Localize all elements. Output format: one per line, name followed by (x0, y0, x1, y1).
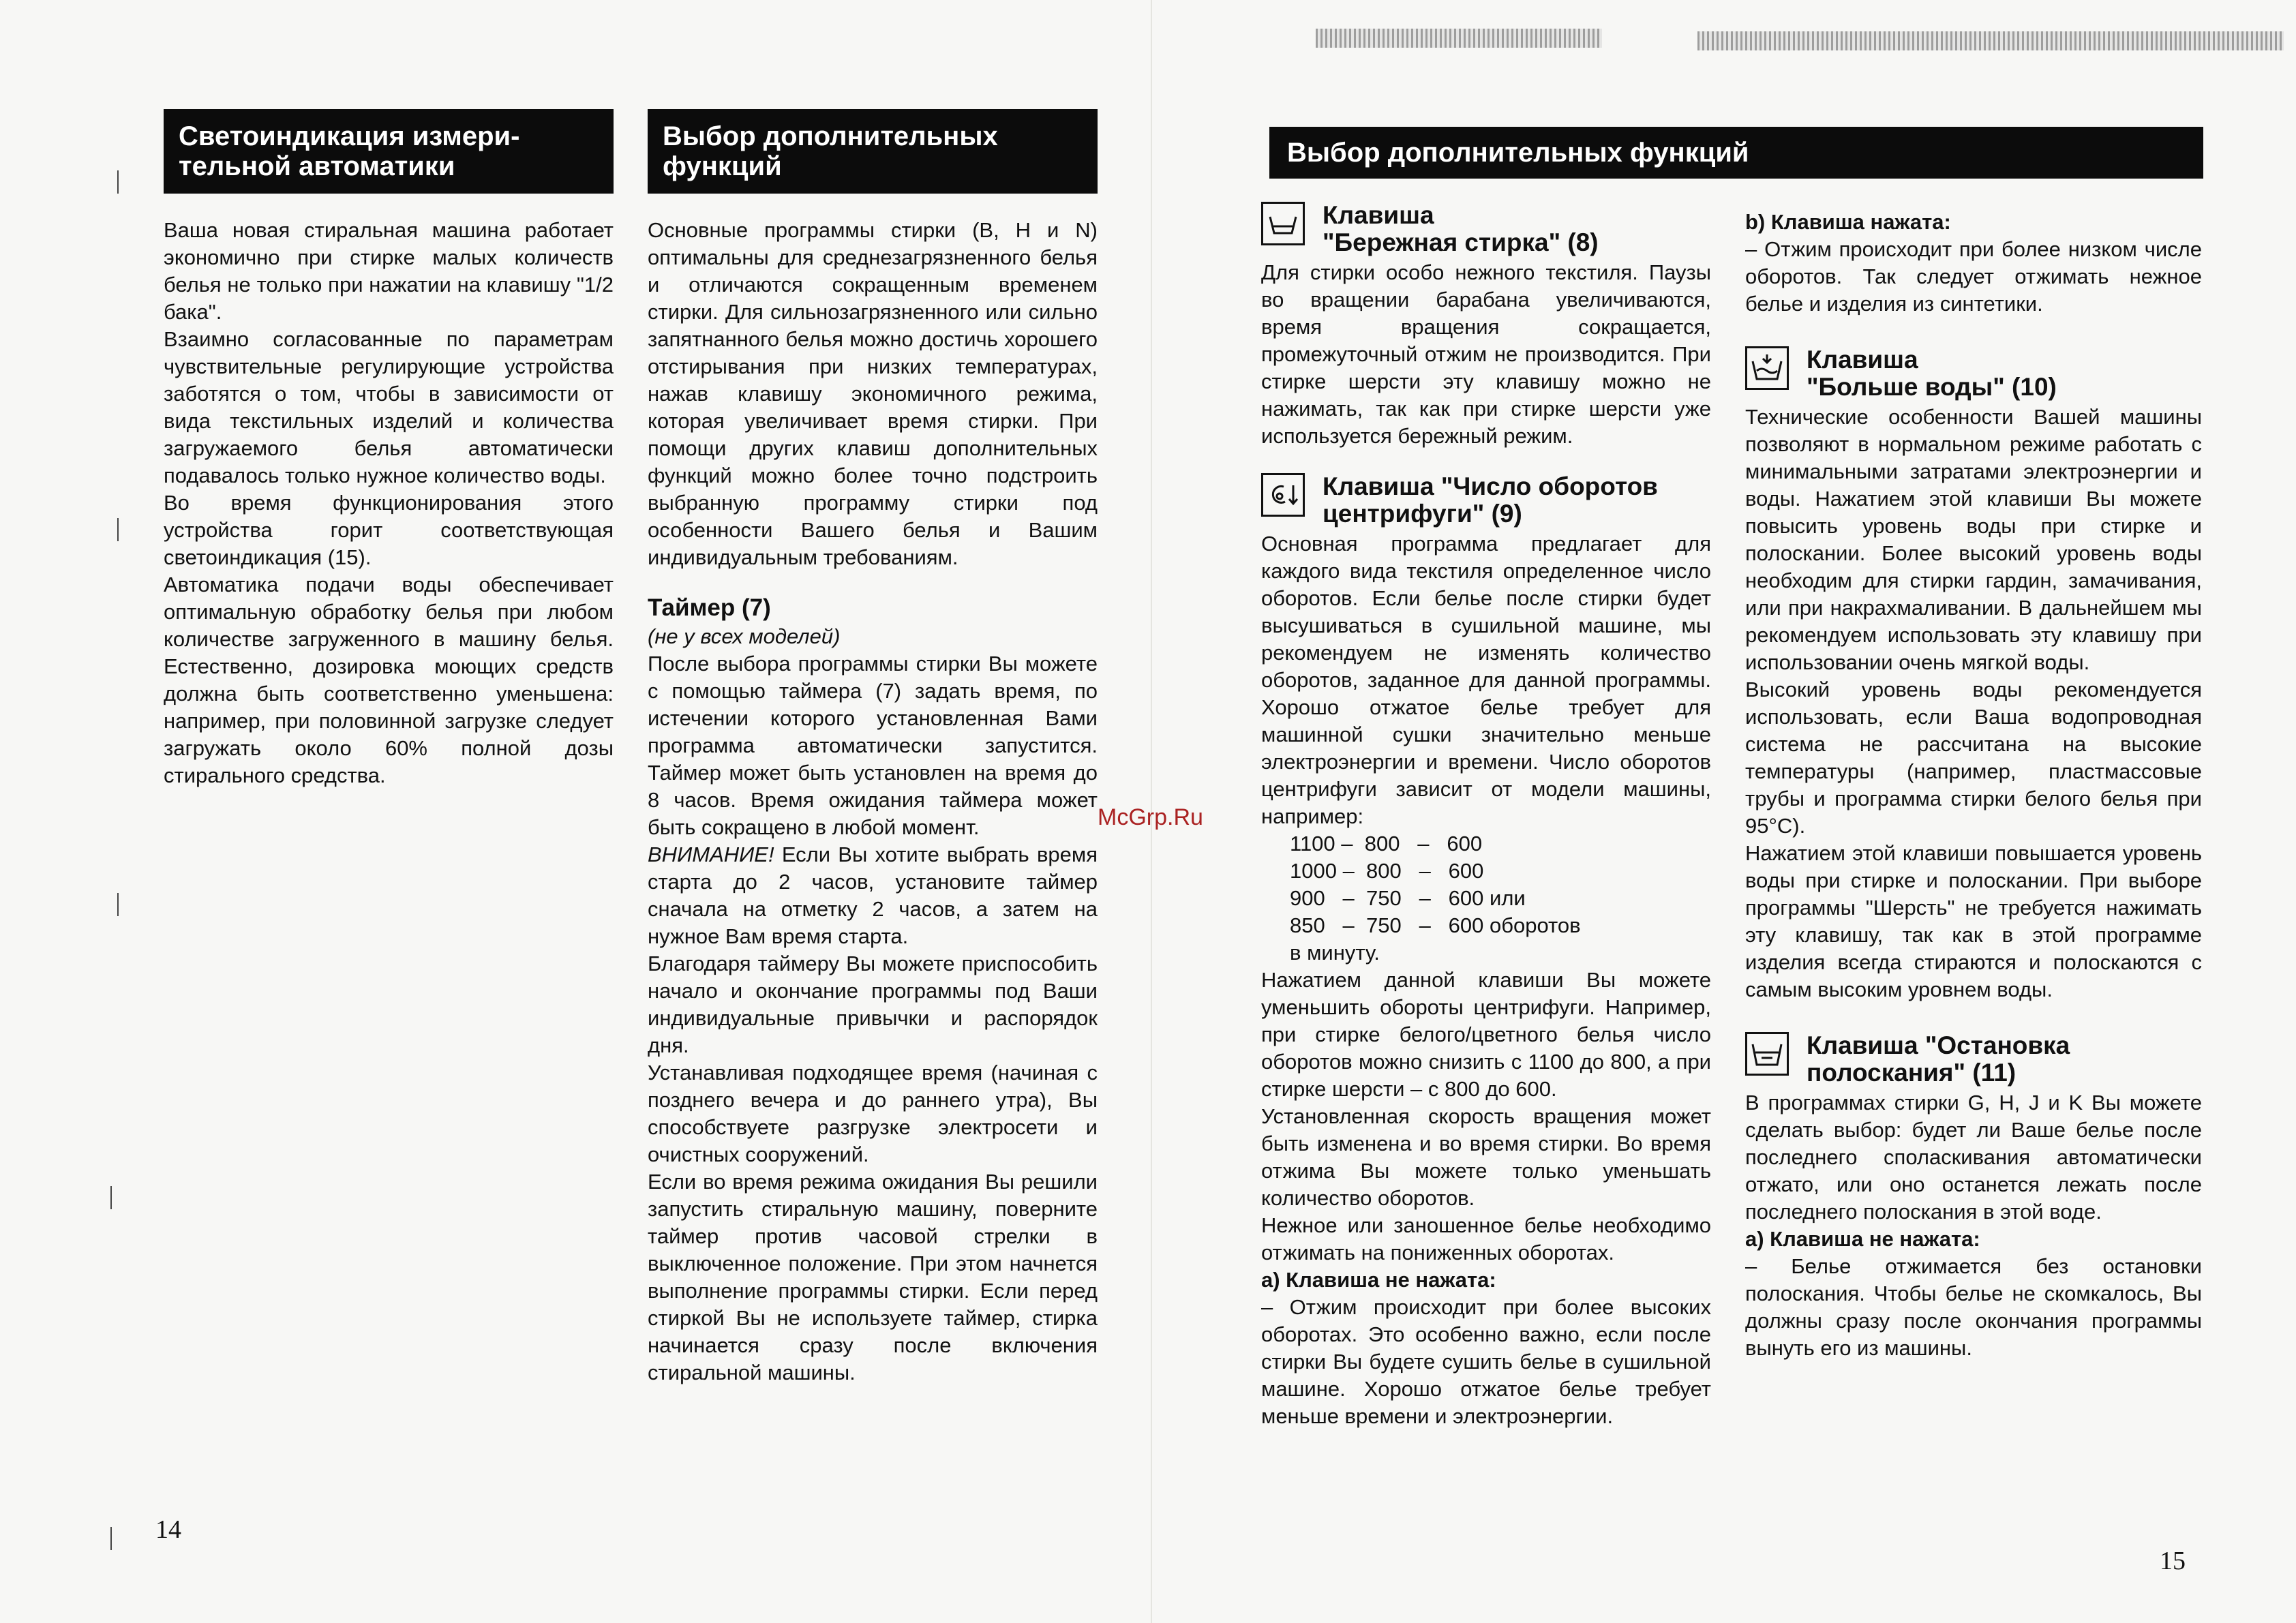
paragraph: Если во время режима ожидания Вы решили запустить стиральную машину, поверните таймер против часовой стрелки в выключенное положение. При этом начнется выполнение программы стирки. Если перед стиркой Вы не используете таймер, стирка начинается сразу после включения стиральной машины. (648, 1170, 1098, 1384)
key11-heading (1745, 1032, 2202, 1087)
margin-mark (110, 1527, 112, 1550)
option-b-label: b) Клавиша нажата: (1745, 210, 1951, 234)
key9-title: Клавиша "Число оборотов центрифуги" (9) (1323, 472, 1658, 528)
margin-mark (117, 893, 119, 916)
warning-text: Если Вы хотите выбрать время старта до 2 часов, установите таймер сначала на отметку 2 часов, а затем на нужное Вам время старта. (648, 843, 1098, 948)
timer-note: (не у всех моделей) (648, 624, 841, 648)
section-header-extra-functions: Выбор дополнительных функций (648, 109, 1098, 194)
speed-row: в минуту. (1290, 941, 1380, 965)
left-col1 (164, 109, 614, 789)
paragraph: После выбора программы стирки Вы можете с помощью таймера (7) задать время, по истечении которого установленная Вами программа автоматически запустится. Таймер может быть установлен на время до 8 часов. Время ожидания таймера может быть сокращено в любой момент. (648, 652, 1098, 839)
key9-text: Основная программа предлагает для каждого вида текстиля определенное число оборотов. Если белье после стирки будет высушиваться в сушильной машине, мы рекомендуем не изменять количество оборотов, заданное для данной программы. Хорошо отжатое белье требует для машинной сушки значительно меньше электроэнергии и времени. Число оборотов центрифуги зависит от модели машины, например: (1261, 532, 1711, 828)
speed-row: 900 – 750 – 600 или (1290, 886, 1526, 910)
paragraph: Взаимно согласованные по параметрам чувствительные регулирующие устройства заботятся о том, чтобы в зависимости от вида текстильных изделий и количества загружаемого белья автоматически подавалось только нужное количество воды. (164, 327, 614, 487)
paragraph: Нажатием этой клавиши повышается уровень воды при стирке и полоскании. При выборе программы "Шерсть" не требуется нажимать эту клавишу, так как в этой программе изделия всегда стираются и полоскаются с самым высоким уровнем воды. (1745, 841, 2202, 1001)
section-header-indicator: Светоиндикация измери- тельной автоматики (164, 109, 614, 194)
key8-heading (1261, 202, 1711, 256)
key11-text (1745, 1089, 2202, 1362)
paragraph: Установленная скорость вращения может быть изменена и во время стирки. Во время отжима Вы можете только уменьшать количество оборотов. (1261, 1104, 1711, 1210)
scan-artifact (1316, 29, 1602, 48)
speed-row: 850 – 750 – 600 оборотов (1290, 913, 1581, 937)
spin-speed-icon (1261, 473, 1305, 517)
warning-label: ВНИМАНИЕ! (648, 843, 774, 866)
paragraph: В программах стирки G, H, J и K Вы можете сделать выбор: будет ли Ваше белье после последнего споласкивания автоматически отжато, или оно останется лежать после последнего полоскания в этой воде. (1745, 1091, 2202, 1224)
section-header-right: Выбор дополнительных функций (1269, 127, 2203, 179)
margin-mark (117, 170, 119, 194)
spin-speed-list (1261, 830, 1711, 967)
margin-mark (117, 518, 119, 541)
margin-mark (110, 1186, 112, 1209)
paragraph: Ваша новая стиральная машина работает экономично при стирке малых количеств белья не только при нажатии на клавишу "1/2 бака". (164, 218, 614, 324)
paragraph: Автоматика подачи воды обеспечивает оптимальную обработку белья при любом количестве загруженного в машину белья. Естественно, дозировка моющих средств должна быть соответственно уменьшена: например, при половинной загрузке следует загружать около 60% полной дозы стирального средства. (164, 573, 614, 787)
timer-title: Таймер (7) (648, 594, 771, 621)
paragraph: Технические особенности Вашей машины позволяют в нормальном режиме работать с минимальными затратами электроэнергии и воды. Нажатием этой клавиши Вы можете повысить уровень воды при стирке и полоскании. Более высокий уровень воды необходим для стирки гардин, замачивания, или при накрахмаливании. В дальнейшем мы рекомендуем использовать эту клавишу при использовании очень мягкой воды. (1745, 405, 2202, 674)
paragraph: Благодаря таймеру Вы можете приспособить начало и окончание программы под Ваши индивидуальные привычки и распорядок дня. (648, 952, 1098, 1057)
key9-heading (1261, 473, 1711, 528)
option-a-text: – Отжим происходит при более высоких оборотах. Это особенно важно, если после стирки Вы будете сушить белье в сушильной машине. Хорошо отжатое белье требует меньше времени и электроэнергии. (1261, 1295, 1711, 1428)
watermark: McGrp.Ru (1098, 804, 1203, 830)
warning-paragraph (648, 841, 1098, 950)
key10-title: Клавиша "Больше воды" (10) (1807, 346, 2057, 401)
intro-paragraph: Основные программы стирки (B, H и N) оптимальны для среднезагрязненного белья и отличаются сокращенным временем стирки. Для сильнозагрязненного или сильно запятнанного белья можно достичь хорошего отстирывания при низких температурах, нажав клавишу экономичного режима, которая увеличивает время стирки. При помощи других клавиш дополнительных функций можно более точно подстроить выбранную программу стирки под особенности Вашего белья и Вашим индивидуальным требованиям. (648, 218, 1098, 569)
key9-more-text (1261, 967, 1711, 1430)
paragraph: Нажатием данной клавиши Вы можете уменьшить обороты центрифуги. Например, при стирке белого/цветного белья число оборотов можно снизить с 1100 до 800, а при стирке шерсти – с 800 до 600. (1261, 968, 1711, 1101)
page-number-right: 15 (2160, 1547, 2186, 1575)
paragraph: Устанавливая подходящее время (начиная с позднего вечера и до раннего утра), Вы способствуете разгрузке электросети и очистных сооружений. (648, 1061, 1098, 1166)
speed-row: 1100 – 800 – 600 (1290, 832, 1483, 855)
option-b-block (1745, 209, 2202, 318)
key8-text: Для стирки особо нежного текстиля. Паузы во вращении барабана увеличиваются, время вращения сокращается, промежуточный отжим не производится. При стирке шерсти эту клавишу можно не нажимать, так как при стирке шерсти уже используется бережный режим. (1261, 260, 1711, 448)
right-page-header-wrap (1269, 127, 2203, 179)
more-water-icon (1745, 346, 1789, 390)
key10-heading (1745, 346, 2202, 401)
indicator-text (164, 217, 614, 789)
paragraph: Нежное или заношенное белье необходимо отжимать на пониженных оборотах. (1261, 1213, 1711, 1264)
key11-title: Клавиша "Остановка полоскания" (11) (1807, 1031, 2070, 1087)
scan-artifact (1697, 31, 2284, 50)
extra-functions-text (648, 217, 1098, 1386)
paragraph: Во время функционирования этого устройства горит соответствующая светоиндикация (15). (164, 491, 614, 569)
option-a-text: – Белье отжимается без остановки полоскания. Чтобы белье не скомкалось, Вы должны сразу после окончания программы вынуть его из машины. (1745, 1254, 2202, 1360)
left-col2 (648, 109, 1098, 1386)
rinse-hold-icon (1745, 1032, 1789, 1076)
key8-title: Клавиша "Бережная стирка" (8) (1323, 201, 1599, 256)
key10-text (1745, 404, 2202, 1003)
gentle-wash-icon (1261, 202, 1305, 245)
option-a-label: а) Клавиша не нажата: (1261, 1268, 1496, 1292)
option-b-text: – Отжим происходит при более низком числе оборотов. Так следует отжимать нежное белье и изделия из синтетики. (1745, 237, 2202, 316)
page-number-left: 14 (155, 1515, 181, 1544)
option-a-label: а) Клавиша не нажата: (1745, 1227, 1980, 1251)
right-col2 (1745, 209, 2202, 1362)
speed-row: 1000 – 800 – 600 (1290, 859, 1484, 883)
right-col1 (1261, 202, 1711, 1430)
paragraph: Высокий уровень воды рекомендуется использовать, если Ваша водопроводная система не рассчитана на высокие температуры (например, пластмассовые трубы и программа стирки белого белья при 95°С). (1745, 678, 2202, 838)
